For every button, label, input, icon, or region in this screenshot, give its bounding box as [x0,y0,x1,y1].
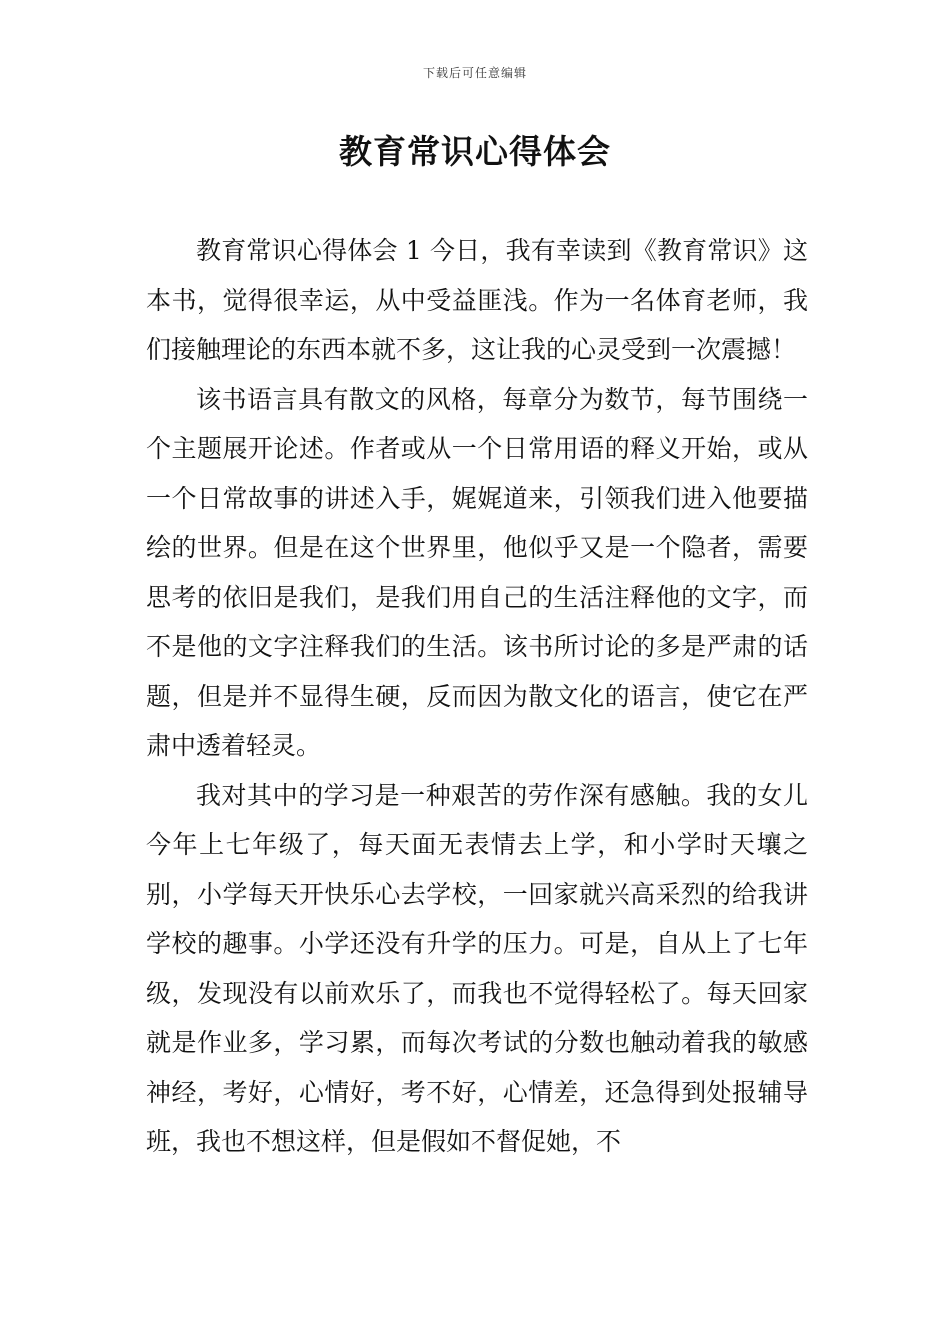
paragraph: 该书语言具有散文的风格，每章分为数节，每节围绕一个主题展开论述。作者或从一个日常用语的释义开始，或从一个日常故事的讲述入手，娓娓道来，引领我们进入他要描绘的世界。但是在这个世界里，他似乎又是一个隐者，需要思考的依旧是我们，是我们用自己的生活注释他的文字，而不是他的文字注释我们的生活。该书所讨论的多是严肃的话题，但是并不显得生硬，反而因为散文化的语言，使它在严肃中透着轻灵。 [146,384,808,760]
header-note: 下载后可任意编辑 [422,66,527,80]
paragraph: 我对其中的学习是一种艰苦的劳作深有感触。我的女儿今年上七年级了，每天面无表情去上学，和小学时天壤之别，小学每天开快乐心去学校，一回家就兴高采烈的给我讲学校的趣事。小学还没有升学的压力。可是，自从上了七年级，发现没有以前欢乐了，而我也不觉得轻松了。每天回家就是作业多，学习累，而每次考试的分数也触动着我的敏感神经，考好，心情好，考不好，心情差，还急得到处报辅导班，我也不想这样，但是假如不督促她，不 [146,780,808,1156]
document-body [146,226,808,1167]
page-title: 教育常识心得体会 [339,132,611,171]
paragraph: 教育常识心得体会 1 今日，我有幸读到《教育常识》这本书，觉得很幸运，从中受益匪浅。作为一名体育老师，我们接触理论的东西本就不多，这让我的心灵受到一次震撼！ [146,236,808,364]
